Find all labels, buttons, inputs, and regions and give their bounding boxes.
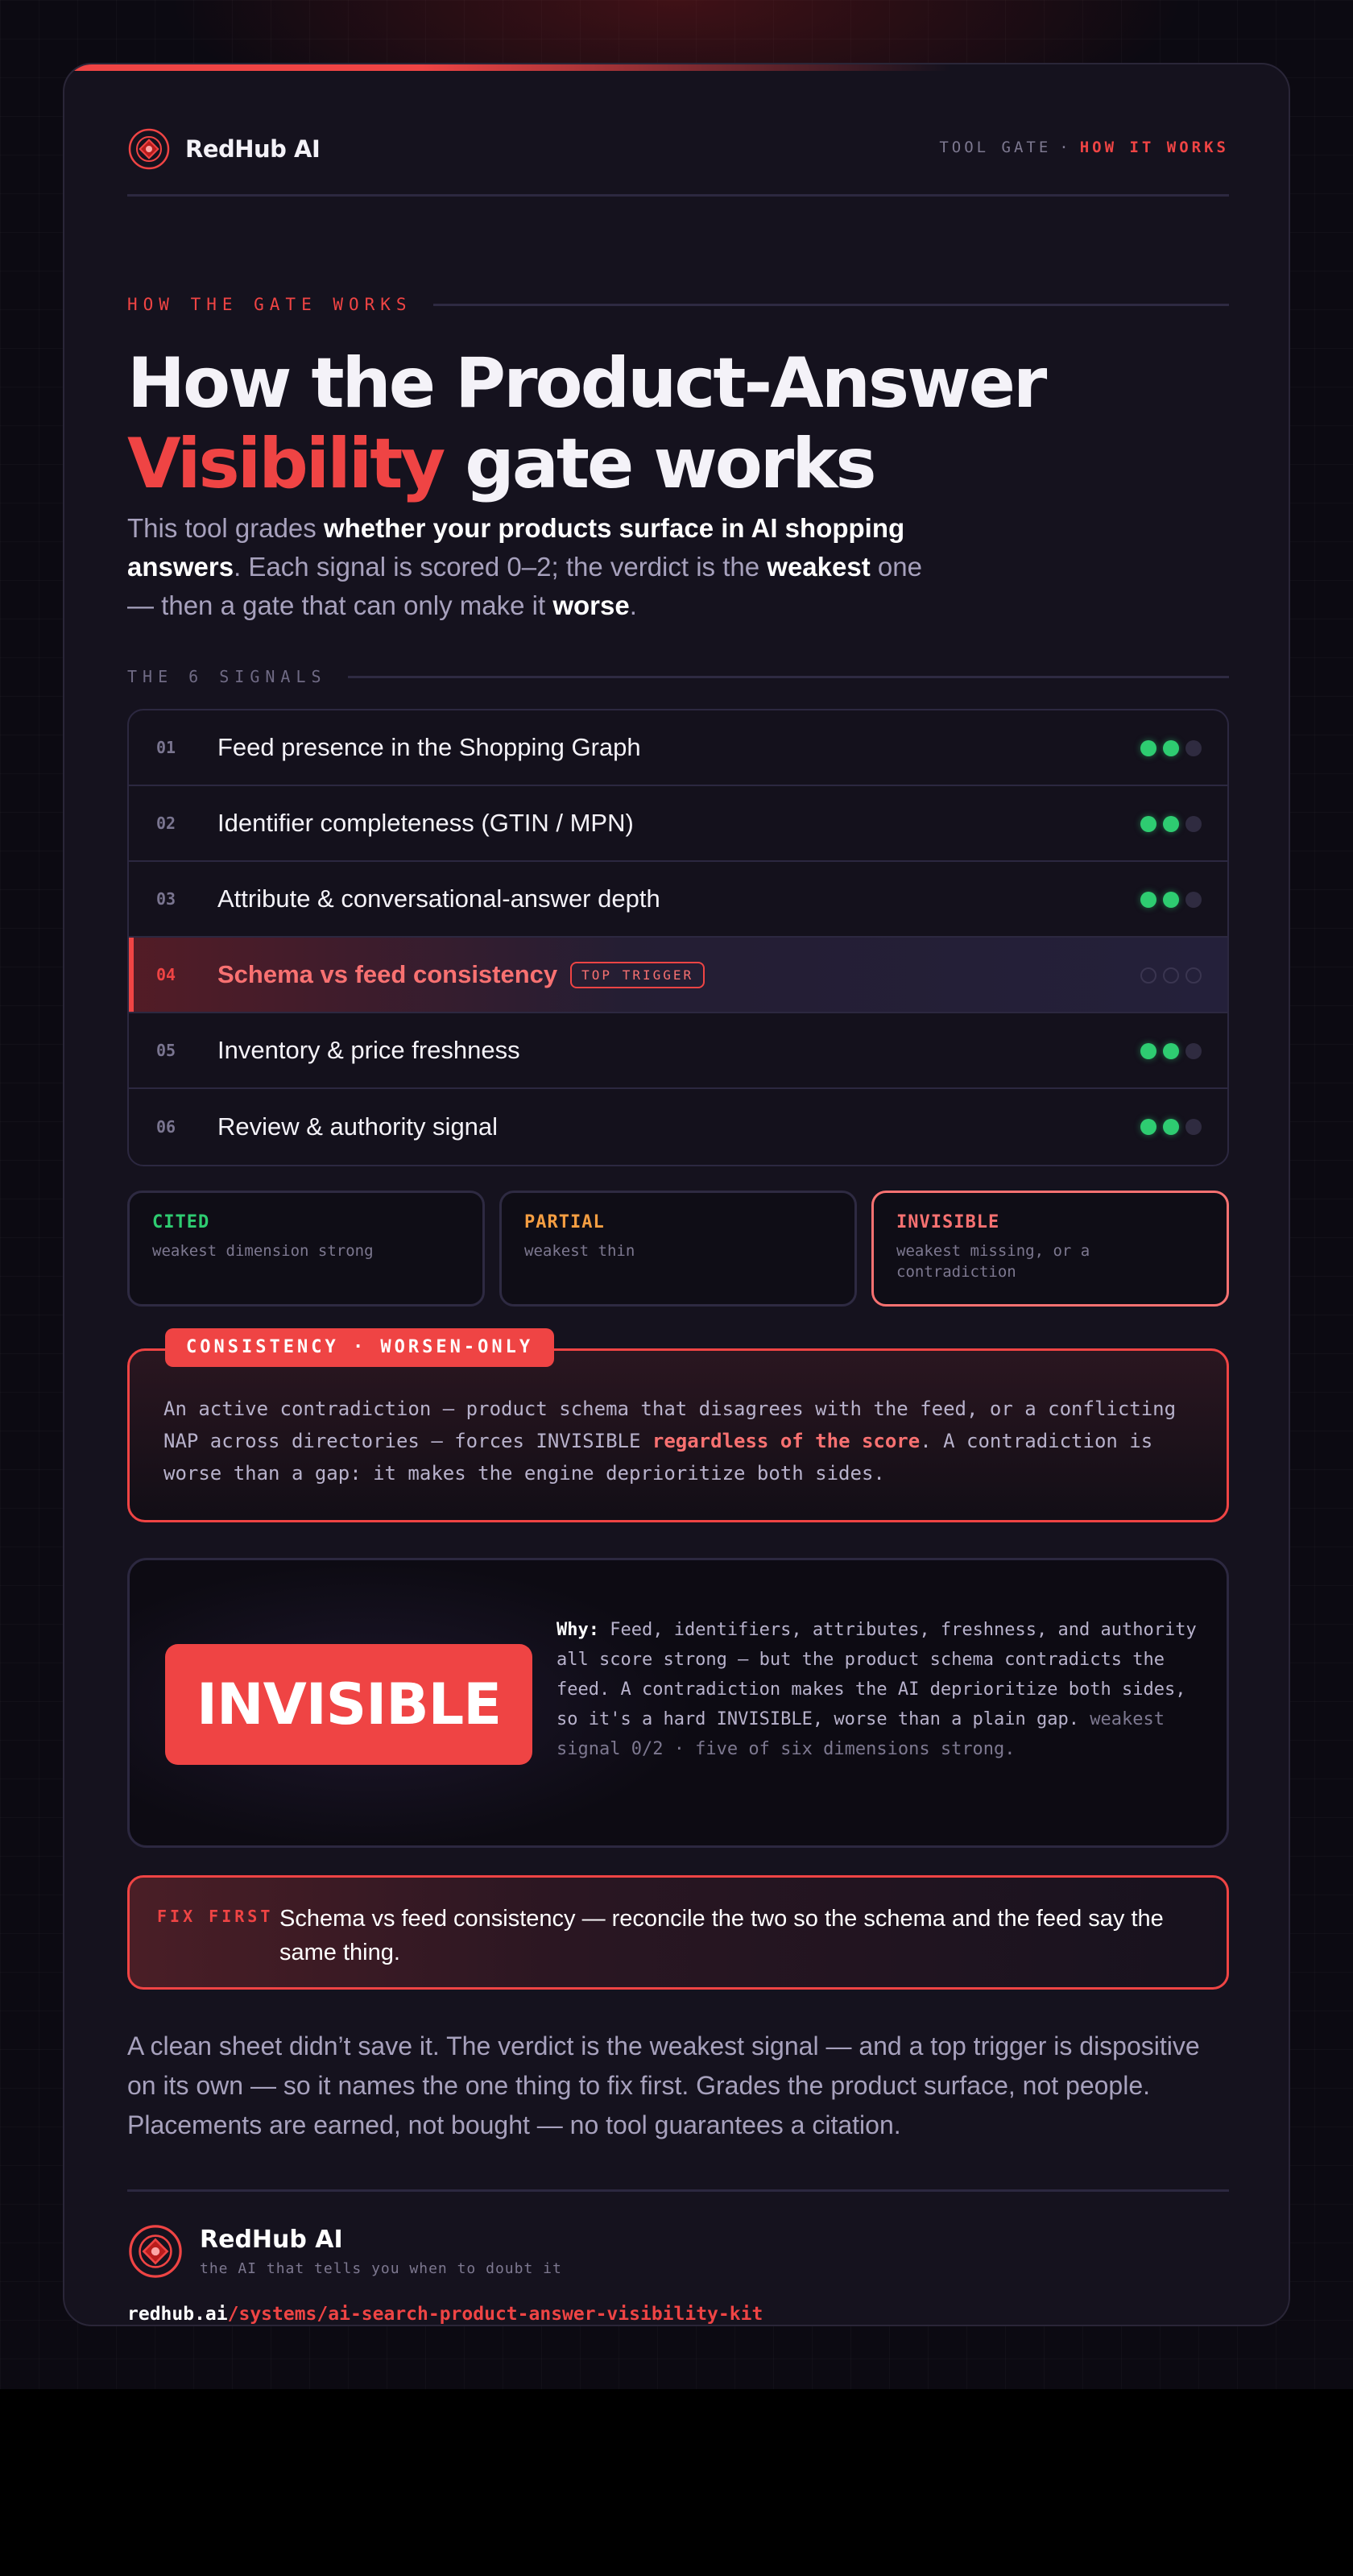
signal-row[interactable] [129,710,1227,786]
nav-tool-gate[interactable]: TOOL GATE [939,139,1052,156]
score-dot-filled [1163,892,1179,908]
score-dot-empty [1185,1043,1202,1059]
score-dot-filled [1140,740,1156,756]
redhub-logo-icon [127,2223,184,2280]
consistency-part: An active contradiction — product schema that disagrees with the feed, or a conflicting NAP across directories — forces INVISIBLE [163,1398,1177,1452]
score-dot-empty [1185,1119,1202,1135]
eyebrow-rule [433,304,1229,306]
consistency-tag: CONSISTENCY · WORSEN-ONLY [165,1328,554,1367]
score-dot-empty [1185,816,1202,832]
verdict-panel [127,1558,1229,1848]
score-dots [1140,816,1202,832]
score-dot-filled [1140,1119,1156,1135]
verdict-title: INVISIBLE [896,1212,1000,1232]
footer-url-link[interactable] [127,2304,763,2325]
signal-label: Identifier completeness (GTIN / MPN) [217,809,634,837]
brand-name: RedHub AI [185,135,321,163]
signal-row[interactable] [129,1089,1227,1165]
score-dot-filled [1163,1119,1179,1135]
top-nav [939,139,1229,156]
score-dot-empty [1163,967,1179,984]
score-dots [1140,740,1202,756]
score-dots [1140,1043,1202,1059]
signal-label: Feed presence in the Shopping Graph [217,733,641,761]
footer-brand[interactable] [127,2223,562,2280]
verdict-legend [127,1191,1229,1307]
title-line1: How the Product-Answer [127,343,1045,424]
verdict-badge: INVISIBLE [165,1644,532,1765]
consistency-text [163,1393,1194,1489]
why-label: Why: [557,1620,599,1640]
title-rest: gate works [443,424,875,504]
brand[interactable] [127,127,320,171]
score-dot-empty [1185,967,1202,984]
redhub-logo-icon [127,127,171,171]
signal-label: Inventory & price freshness [217,1036,520,1064]
lead-part: . [629,590,637,620]
verdict-description: weakest dimension strong [152,1242,374,1260]
signal-number: 01 [156,738,176,757]
title-highlight: Visibility [127,424,444,504]
nav-separator: · [1059,139,1072,156]
score-dots [1140,967,1202,984]
signal-row[interactable] [129,786,1227,862]
signal-row[interactable] [129,1013,1227,1089]
score-dots [1140,1119,1202,1135]
score-dot-filled [1140,816,1156,832]
score-dot-empty [1185,740,1202,756]
signal-number: 04 [156,965,176,984]
verdict-partial-card[interactable] [499,1191,857,1307]
signals-list [127,709,1229,1166]
lead-paragraph [127,509,941,625]
lead-bold: worse [552,590,630,620]
url-host: redhub.ai [127,2304,228,2325]
score-dot-filled [1140,892,1156,908]
lead-part: . Each signal is scored 0–2; the verdict is the [234,552,768,582]
why-summary: weakest signal 0/2 · five of six dimensions strong. [557,1709,1165,1759]
verdict-description: weakest missing, or a contradiction [896,1242,1090,1281]
signal-number: 02 [156,814,176,833]
signals-section-label [127,667,1229,686]
signal-number: 06 [156,1117,176,1137]
fix-first-callout [127,1875,1229,1990]
verdict-explanation [557,1615,1201,1764]
footer-brand-name: RedHub AI [200,2226,343,2254]
score-dot-filled [1163,1043,1179,1059]
score-dot-empty [1140,967,1156,984]
signal-label: Schema vs feed consistency [217,960,558,988]
consistency-callout [127,1337,1229,1522]
signal-row-highlighted[interactable] [129,938,1227,1013]
lead-bold: weakest [767,552,871,582]
score-dots [1140,892,1202,908]
signal-label: Attribute & conversational-answer depth [217,884,660,913]
eyebrow [127,295,1229,314]
signal-label: Review & authority signal [217,1112,499,1141]
fix-first-tag: FIX FIRST [157,1907,274,1926]
verdict-title: PARTIAL [524,1212,605,1232]
closing-paragraph: A clean sheet didn’t save it. The verdict is the weakest signal — and a top trigger is dispositive on its own — so it names the one thing to fix first. Grades the product surface, not people. Placements are earned, not bought — no tool guarantees a citation. [127,2031,1200,2139]
lead-part: one — then a gate that can only make it [127,552,922,620]
verdict-cited-card[interactable] [127,1191,485,1307]
page-title [127,343,1229,504]
score-dot-filled [1163,740,1179,756]
verdict-title: CITED [152,1212,210,1232]
why-text: Feed, identifiers, attributes, freshness, and authority all score strong — but the product schema contradicts the feed. A contradiction makes the AI deprioritize both sides, so it's a hard INVISIBLE, worse than a plain gap. [557,1620,1197,1729]
signals-label-rule [348,676,1229,678]
verdict-invisible-card[interactable] [871,1191,1229,1307]
lead-bold: whether your products surface in AI shopping answers [127,513,905,582]
signals-label-text: THE 6 SIGNALS [127,667,327,686]
eyebrow-text: HOW THE GATE WORKS [127,295,412,314]
footer-divider [127,2189,1229,2192]
fix-first-text: Schema vs feed consistency — reconcile the two so the schema and the feed say the same thing. [279,1906,1164,1965]
score-dot-filled [1163,816,1179,832]
nav-how-it-works[interactable]: HOW IT WORKS [1079,139,1229,156]
main-card [63,63,1290,2326]
signal-row[interactable] [129,862,1227,938]
score-dot-empty [1185,892,1202,908]
consistency-highlight: regardless of the score [652,1430,921,1452]
card-accent-line [64,64,950,71]
consistency-part: . A contradiction is worse than a gap: it makes the engine deprioritize both sides. [163,1430,1153,1485]
footer-tagline: the AI that tells you when to doubt it [200,2260,562,2277]
lead-part: This tool grades [127,513,324,543]
signal-number: 05 [156,1041,176,1060]
verdict-description: weakest thin [524,1242,635,1260]
score-dot-filled [1140,1043,1156,1059]
signal-number: 03 [156,889,176,909]
url-path: /systems/ai-search-product-answer-visibility-kit [227,2304,763,2325]
top-trigger-badge: TOP TRIGGER [570,962,705,988]
